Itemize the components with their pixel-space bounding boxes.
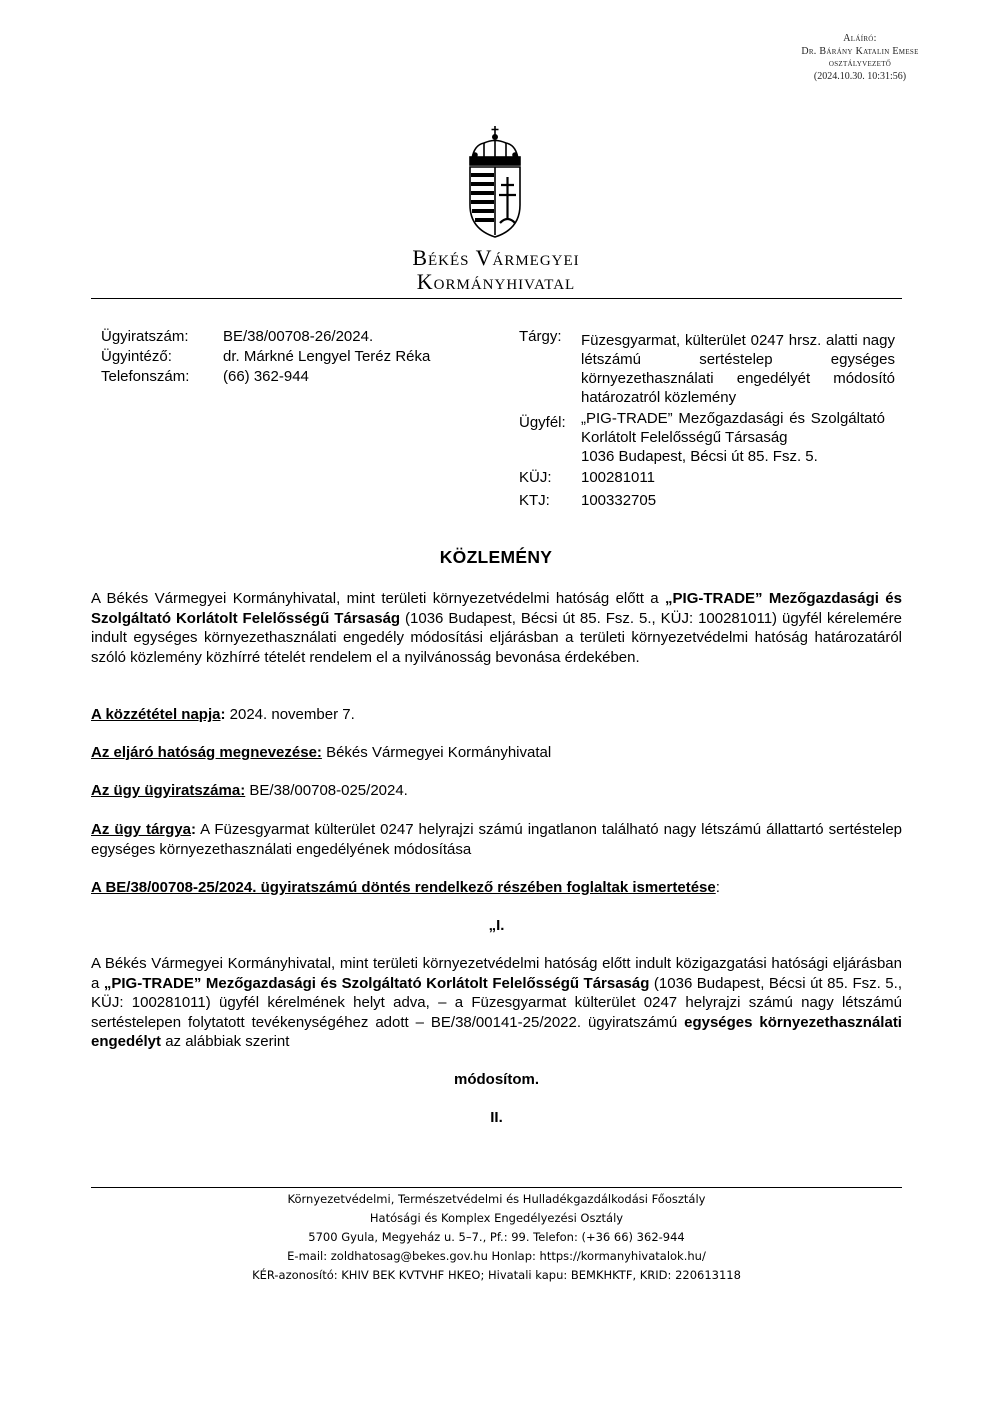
ktj-value: 100332705: [581, 492, 657, 509]
decision-heading: [91, 878, 902, 898]
meta-row-phone: [101, 367, 430, 387]
institution-name: [300, 246, 692, 294]
authority-label: Az eljáró hatóság megnevezése:: [91, 744, 322, 761]
decision-heading-text: A BE/38/00708-25/2024. ügyiratszámú döntés rendelkező részében foglaltak ismertetése: [91, 879, 716, 896]
publication-label: A közzététel napja: [91, 706, 221, 723]
signature-label: Aláíró:: [843, 33, 877, 44]
footer-ids: KÉR-azonosító: KHIV BEK KVTVHF HKEO; Hivatali kapu: BEMKHKTF, KRID: 220613118: [252, 1268, 741, 1282]
case-subject-colon: :: [191, 821, 196, 838]
publication-colon: :: [220, 706, 226, 723]
footer: [91, 1190, 902, 1285]
section-2-mark: II.: [490, 1109, 503, 1126]
publication-date: [91, 705, 902, 725]
client-row: [519, 409, 895, 466]
case-meta-left: [101, 327, 430, 387]
meta-value: (66) 362-944: [223, 368, 309, 385]
signer-position: osztályvezető: [828, 58, 892, 69]
meta-label: Ügyintéző:: [101, 348, 172, 365]
decision-heading-colon: :: [715, 879, 720, 896]
company-name: „PIG-TRADE” Mezőgazdasági és Szolgáltató Korlátolt Felelősségű Társaság: [91, 590, 902, 627]
intro-paragraph: [91, 589, 902, 667]
meta-label: Telefonszám:: [101, 368, 190, 385]
institution-line-1: Békés Vármegyei: [412, 245, 580, 270]
case-number-value: BE/38/00708-025/2024.: [245, 782, 408, 799]
meta-value: dr. Márkné Lengyel Teréz Réka: [223, 348, 431, 365]
case-subject-label: Az ügy tárgya: [91, 821, 191, 838]
case-meta-right: [519, 327, 895, 510]
ktj-row: [519, 491, 895, 510]
company-name: „PIG-TRADE” Mezőgazdasági és Szolgáltató Korlátolt Felelősségű Társaság: [103, 974, 650, 992]
institution-line-2: Kormányhivatal: [416, 269, 576, 294]
permit-name: egységes környezethasználati engedélyt: [91, 1013, 902, 1050]
intro-text-cont: (1036 Budapest, Bécsi út 85. Fsz. 5., KÜJ: 100281011) ügyfél kérelemére indult egységes környezethasználati engedély módosítási eljárásban a területi környezetvédelmi hatóság határozatáról szóló közlemény közhírré tételét rendelem el a nyilvánosság bevonása érdekében.: [91, 609, 902, 666]
authority: [91, 743, 902, 763]
footer-address: 5700 Gyula, Megyeház u. 5–7., Pf.: 99. Telefon: (+36 66) 362-944: [308, 1230, 685, 1244]
kuj-value: 100281011: [581, 469, 655, 486]
decision-text-end: az alábbiak szerint: [161, 1033, 290, 1050]
modify-statement: módosítom.: [454, 1071, 539, 1088]
kuj-row: [519, 468, 895, 487]
document-title: KÖZLEMÉNY: [439, 547, 553, 567]
footer-department: Környezetvédelmi, Természetvédelmi és Hulladékgazdálkodási Főosztály: [287, 1192, 706, 1206]
client-name: „PIG-TRADE” Mezőgazdasági és Szolgáltató Korlátolt Felelősségű Társaság: [581, 410, 885, 446]
signature-timestamp: (2024.10.30. 10:31:56): [813, 70, 907, 82]
footer-divider: [91, 1187, 902, 1188]
decision-paragraph: [91, 954, 902, 1052]
decision-text-cont: (1036 Budapest, Bécsi út 85. Fsz. 5., KÜJ: 100281011) ügyfél kérelmének helyt adva, – a Füzesgyarmat külterület 0247 helyrajzi számú nagy létszámú sertéstelepen folytatott tevékenységéhez adott – BE/38/00141-25/2022. ügyiratszámú: [91, 974, 902, 1031]
subject-value: Füzesgyarmat, külterület 0247 hrsz. alatti nagy létszámú sertéstelep egységes környezethasználati engedélyét módosító határozatról közlemény: [581, 332, 895, 406]
footer-contact: E-mail: zoldhatosag@bekes.gov.hu Honlap: https://kormanyhivatalok.hu/: [287, 1249, 706, 1263]
section-1-mark: „I.: [488, 917, 505, 934]
case-subject-value: A Füzesgyarmat külterület 0247 helyrajzi számú ingatlanon található nagy létszámú állattartó sertéstelep egységes környezethasználati engedélyének módosítása: [91, 821, 903, 858]
subject-label: Tárgy:: [519, 328, 562, 345]
intro-text: A Békés Vármegyei Kormányhivatal, mint területi környezetvédelmi hatóság előtt a: [91, 590, 666, 607]
subject-row: [519, 327, 895, 407]
case-subject: [91, 820, 902, 859]
decision-text: A Békés Vármegyei Kormányhivatal, mint területi környezetvédelmi hatóság előtt indult közigazgatási hatósági eljárásban a: [91, 955, 902, 992]
meta-value: BE/38/00708-26/2024.: [223, 328, 374, 345]
header-divider: [91, 298, 902, 299]
client-label: Ügyfél:: [519, 414, 566, 431]
meta-label: Ügyiratszám:: [101, 328, 189, 345]
publication-value: 2024. november 7.: [225, 706, 355, 723]
case-number-label: Az ügy ügyiratszáma:: [91, 782, 246, 799]
case-number: [91, 781, 902, 801]
meta-row-case-number: [101, 327, 430, 347]
coat-of-arms-icon: [462, 125, 528, 240]
signer-name: Dr. Bárány Katalin Emese: [801, 45, 919, 57]
kuj-label: KÜJ:: [519, 469, 552, 486]
signature-block: [760, 33, 960, 83]
client-address: 1036 Budapest, Bécsi út 85. Fsz. 5.: [581, 448, 818, 465]
authority-value: Békés Vármegyei Kormányhivatal: [321, 744, 552, 761]
footer-office: Hatósági és Komplex Engedélyezési Osztály: [369, 1211, 624, 1225]
ktj-label: KTJ:: [519, 492, 550, 509]
meta-row-administrator: [101, 347, 430, 367]
